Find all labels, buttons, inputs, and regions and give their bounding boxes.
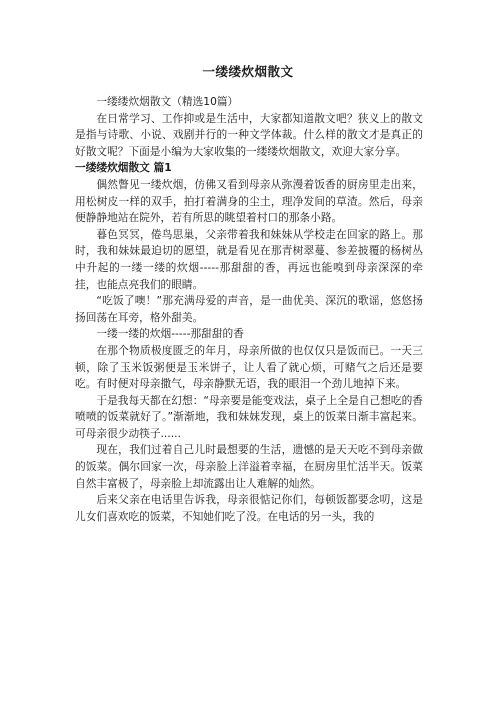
document-body: [75, 94, 423, 525]
body-paragraph: 偶然瞥见一缕炊烟，仿佛又看到母亲从弥漫着饭香的厨房里走出来，用松树皮一样的双手，拍打着满身的尘土，理净发间的草渣。然后，母亲便静静地站在院外，若有所思的眺望着村口的那条小路。: [75, 177, 423, 225]
body-paragraph: 一缕一缕的炊烟-----那甜甜的香: [96, 327, 244, 341]
body-paragraph: 现在，我们过着自己儿时最想要的生活，遗憾的是天天吃不到母亲做的饭菜。偶尔回家一次，母亲脸上洋溢着幸福，在厨房里忙活半天。饭菜自然丰富极了，母亲脸上却流露出让人难解的灿然。: [75, 443, 423, 490]
body-paragraph: “吃饭了噢！”那充满母爱的声音，是一曲优美、深沉的歌谣，悠悠扬扬回荡在耳旁，格外甜美。: [75, 294, 423, 324]
intro-line: 一缕缕炊烟散文（精选10篇）: [96, 95, 239, 108]
section-heading: 一缕缕炊烟散文 篇1: [75, 161, 172, 175]
body-paragraph: 于是我每天都在幻想：“母亲要是能变戏法，桌子上全是自己想吃的香喷喷的饭菜就好了。”渐渐地，我和妹妹发现，桌上的饭菜日渐丰富起来。可母亲很少动筷子......: [75, 393, 423, 440]
document-title: 一缕缕炊烟散文: [202, 64, 294, 79]
body-paragraph: 暮色冥冥，倦鸟思巢，父亲带着我和妹妹从学校走在回家的路上。那时，我和妹妹最迫切的愿望，就是看见在那青树翠蔓、参差披覆的杨树丛中升起的一缕一缕的炊烟-----那甜甜的香，再远也能嗅到母亲深深的牵挂，也能点亮我们的眼睛。: [75, 227, 423, 291]
body-paragraph: 在那个物质极度匮乏的年月，母亲所做的也仅仅只是饭而已。一天三顿，除了玉米饭粥便是玉米饼子，让人看了就心烦，可赌气之后还是要吃。有时便对母亲撒气，母亲静默无语，我的眼泪一个劲儿地掉下来。: [75, 343, 423, 391]
body-paragraph: 后来父亲在电话里告诉我，母亲很惦记你们，每顿饭都要念叨，这是儿女们喜欢吃的饭菜，不知她们吃了没。在电话的另一头，我的: [75, 493, 423, 523]
intro-paragraph: 在日常学习、工作抑或是生活中，大家都知道散文吧？狭义上的散文是指与诗歌、小说、戏剧并行的一种文学体裁。什么样的散文才是真正的好散文呢？下面是小编为大家收集的一缕缕炊烟散文，欢迎大家分享。: [75, 111, 423, 158]
